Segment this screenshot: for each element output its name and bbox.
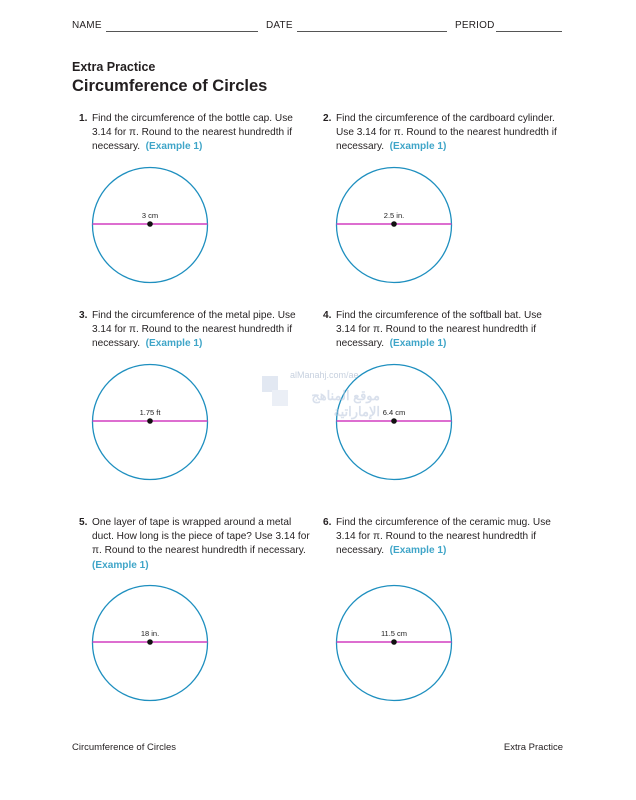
watermark-logo [262,370,380,430]
example-link[interactable]: (Example 1) [145,338,203,350]
center-point [391,221,397,227]
problem-number: 6. [323,517,332,528]
date-label: DATE [266,20,293,31]
problem-number: 4. [323,310,332,321]
diameter-label: 18 in. [140,629,160,638]
footer-left-text: Circumference of Circles [72,742,176,753]
problem-number: 5. [79,517,88,528]
example-link[interactable]: (Example 1) [389,141,447,153]
diameter-label: 2.5 in. [383,211,405,220]
page-title: Circumference of Circles [72,77,268,95]
problem-number: 1. [79,113,88,124]
center-point [147,221,153,227]
name-line[interactable] [106,31,258,32]
diameter-label: 3 cm [141,211,159,220]
circle-figure-2 [334,165,454,285]
watermark-url: alManahj.com/ae [290,370,359,380]
problem-number: 3. [79,310,88,321]
problem-number: 2. [323,113,332,124]
circle-figure-6 [334,583,454,703]
date-line[interactable] [297,31,447,32]
center-point [391,639,397,645]
footer-right-text: Extra Practice [503,742,563,753]
center-point [147,418,153,424]
circle-figure-5 [90,583,210,703]
problem-text: Find the circumference of the cardboard cylinder. Use 3.14 for π. Round to the nearest hundredth if necessary. [336,113,557,153]
period-label: PERIOD [455,20,495,31]
center-point [147,639,153,645]
example-link[interactable]: (Example 1) [389,545,447,557]
example-link[interactable]: (Example 1) [389,338,447,350]
diameter-label: 1.75 ft [139,408,161,417]
diameter-label: 6.4 cm [382,408,406,417]
student-info-header [72,20,564,34]
name-label: NAME [72,20,102,31]
center-point [391,418,397,424]
example-link[interactable]: (Example 1) [92,559,149,571]
period-line[interactable] [496,31,562,32]
problem-text: Find the circumference of the softball bat. Use 3.14 for π. Round to the nearest hundredth if necessary. [336,310,542,350]
section-kicker: Extra Practice [72,60,156,74]
problem-text: One layer of tape is wrapped around a metal duct. How long is the piece of tape? Use 3.14 for π. Round to the nearest hundredth if necessary. [92,517,310,557]
problem-text: Find the circumference of the ceramic mug. Use 3.14 for π. Round to the nearest hundredth if necessary. [336,517,551,557]
diameter-label: 11.5 cm [380,629,408,638]
circle-figure-3 [90,362,210,482]
example-link[interactable]: (Example 1) [145,141,203,153]
problem-text: Find the circumference of the bottle cap. Use 3.14 for π. Round to the nearest hundredth if necessary. [92,113,293,153]
problem-text: Find the circumference of the metal pipe. Use 3.14 for π. Round to the nearest hundredth if necessary. [92,310,296,350]
watermark-arabic-text: موقع المناهج الإماراتية [311,388,380,419]
circle-figure-1 [90,165,210,285]
